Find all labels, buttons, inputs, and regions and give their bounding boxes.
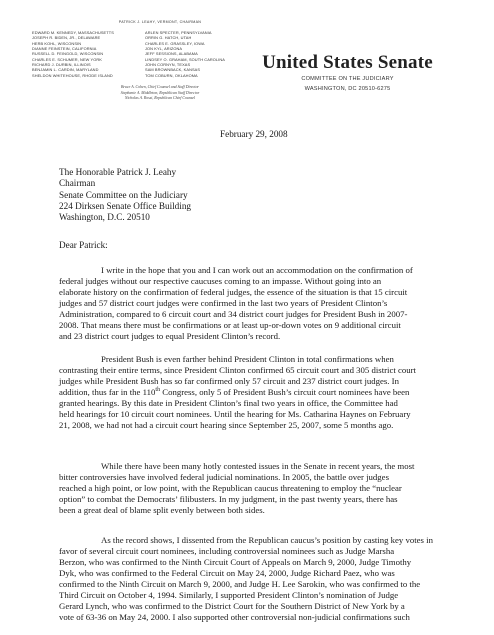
member-name: EDWARD M. KENNEDY, MASSACHUSETTS [32, 30, 114, 35]
ordinal-suffix: th [155, 386, 161, 393]
staff-name: Bruce A. Cohen, Chief Counsel and Staff Director [121, 85, 199, 89]
text-line: held hearings for 10 circuit court nominees. Until the hearing for Ms. Catharina Haynes on February [59, 408, 411, 419]
text-line: Administration, compared to 6 circuit court and 34 district court judges for President Bush in 2007- [59, 308, 408, 319]
committee-address: WASHINGTON, DC 20510-6275 [304, 86, 391, 92]
member-name: LINDSEY O. GRAHAM, SOUTH CAROLINA [145, 56, 225, 62]
text-line: granted hearings. By this date in President Clinton’s final two years in office, the Committee had [59, 397, 398, 408]
member-name: SAM BROWNBACK, KANSAS [145, 67, 201, 73]
text-line: 2008. That means there must be confirmations or at least up-or-down votes on 9 additional circuit [59, 319, 401, 330]
text-line: vote of 63-36 on May 24, 2000. I also supported other controversial non-judicial confirmations such [59, 611, 410, 622]
text-line: option” to combat the Democrats’ filibusters. In my judgment, in the past twenty years, there has [59, 493, 398, 504]
text-line: judges while President Bush has so far confirmed only 57 circuit and 237 district court judges. In [59, 375, 399, 386]
member-name: SHELDON WHITEHOUSE, RHODE ISLAND [32, 72, 113, 78]
member-name: DIANNE FEINSTEIN, CALIFORNIA [32, 46, 97, 52]
text-line: As the record shows, I dissented from the Republican caucus’s position by casting key votes in [101, 535, 433, 545]
member-name: JOSEPH R. BIDEN, JR., DELAWARE [32, 35, 101, 41]
member-name: ORRIN G. HATCH, UTAH [145, 35, 192, 41]
member-name: TOM COBURN, OKLAHOMA [145, 72, 198, 78]
letter-date: February 29, 2008 [220, 129, 288, 139]
senate-wordmark: United States Senate [262, 52, 433, 73]
member-name: CHARLES E. SCHUMER, NEW YORK [32, 56, 102, 62]
text-line: reached a high point, or low point, with the Republican caucus threatening to employ the “nuclear [59, 482, 402, 493]
staff-name: Stephanie A. Middleton, Republican Staff Director [120, 90, 200, 95]
recipient-line: 224 Dirksen Senate Office Building [59, 200, 192, 211]
minority-members-list [145, 30, 225, 78]
member-name: JEFF SESSIONS, ALABAMA [145, 51, 198, 57]
member-name: JOHN CORNYN, TEXAS [145, 62, 191, 68]
text-segment: addition, thus far in the 110 [59, 386, 156, 397]
text-line: elaborate history on the confirmation of federal judges, the essence of the situation is that 15 circuit [59, 286, 408, 297]
member-name: RICHARD J. DURBIN, ILLINOIS [32, 62, 91, 68]
recipient-line: Chairman [59, 178, 96, 189]
text-segment: Congress, only 5 of President Bush’s circuit court nominees have been [160, 386, 410, 397]
text-line: While there have been many hotly contested issues in the Senate in recent years, the most [101, 461, 415, 471]
text-line: Dyk, who was confirmed to the Federal Circuit on May 24, 2000, Judge Richard Paez, who was [59, 567, 395, 578]
text-line: been a great deal of blame split evenly between both sides. [59, 504, 265, 515]
text-line: Gerard Lynch, who was confirmed to the District Court for the Southern District of New York by a [59, 600, 405, 611]
text-line: Third Circuit on October 4, 1994. Similarly, I supported President Clinton’s nomination of Judge [59, 589, 399, 600]
text-line: confirmed to the Ninth Circuit on March 9, 2000, and Judge H. Lee Sarokin, who was confirmed to the [59, 578, 421, 589]
member-name: ARLEN SPECTER, PENNSYLVANIA [145, 30, 212, 35]
text-line: favor of several circuit court nominees, including controversial nominees such as Judge Marsha [59, 545, 395, 556]
member-name: HERB KOHL, WISCONSIN [32, 40, 82, 46]
member-name: JON KYL, ARIZONA [145, 46, 183, 52]
text-line: and 23 district court judges to equal President Clinton’s record. [59, 330, 281, 341]
recipient-line: Washington, D.C. 20510 [59, 212, 150, 223]
member-name: BENJAMIN L. CARDIN, MARYLAND [32, 67, 99, 73]
text-line [59, 387, 451, 398]
committee-name: COMMITTEE ON THE JUDICIARY [301, 76, 394, 82]
text-line: 21, 2008, we had not had a circuit court hearing since September 25, 2007, some 5 months ago. [59, 419, 394, 430]
recipient-line: Senate Committee on the Judiciary [59, 189, 188, 200]
staff-name: Nicholas A. Rossi, Republican Chief Counsel [124, 96, 196, 101]
recipient-address [59, 167, 191, 223]
paragraph-4 [59, 535, 451, 623]
chairman-line: PATRICK J. LEAHY, VERMONT, CHAIRMAN [118, 20, 202, 24]
member-name: CHARLES E. GRASSLEY, IOWA [145, 40, 205, 46]
member-name: RUSSELL D. FEINGOLD, WISCONSIN [32, 51, 104, 57]
text-line: I write in the hope that you and I can work out an accommodation on the confirmation of [101, 265, 413, 275]
text-line: President Bush is even farther behind President Clinton in total confirmations when [101, 354, 394, 364]
recipient-line: The Honorable Patrick J. Leahy [59, 167, 177, 177]
text-line: Berzon, who was confirmed to the Ninth Circuit Court of Appeals on March 9, 2000, Judge Timothy [59, 556, 412, 567]
text-line: bitter controversies have involved federal judicial nominations. In 2005, the battle over judges [59, 471, 389, 482]
majority-members-list [32, 30, 114, 78]
text-line: judges and 57 district court judges were confirmed in the last two years of President Clinton’s [59, 297, 388, 308]
paragraph-3 [59, 461, 451, 516]
text-line: federal judges without our respective caucuses coming to an impasse. Without going into an [59, 275, 382, 286]
text-line: contrasting their entire terms, since President Clinton confirmed 65 circuit court and 305 district court [59, 364, 416, 375]
paragraph-1 [59, 265, 451, 342]
salutation: Dear Patrick: [59, 240, 108, 250]
paragraph-2 [59, 354, 451, 431]
